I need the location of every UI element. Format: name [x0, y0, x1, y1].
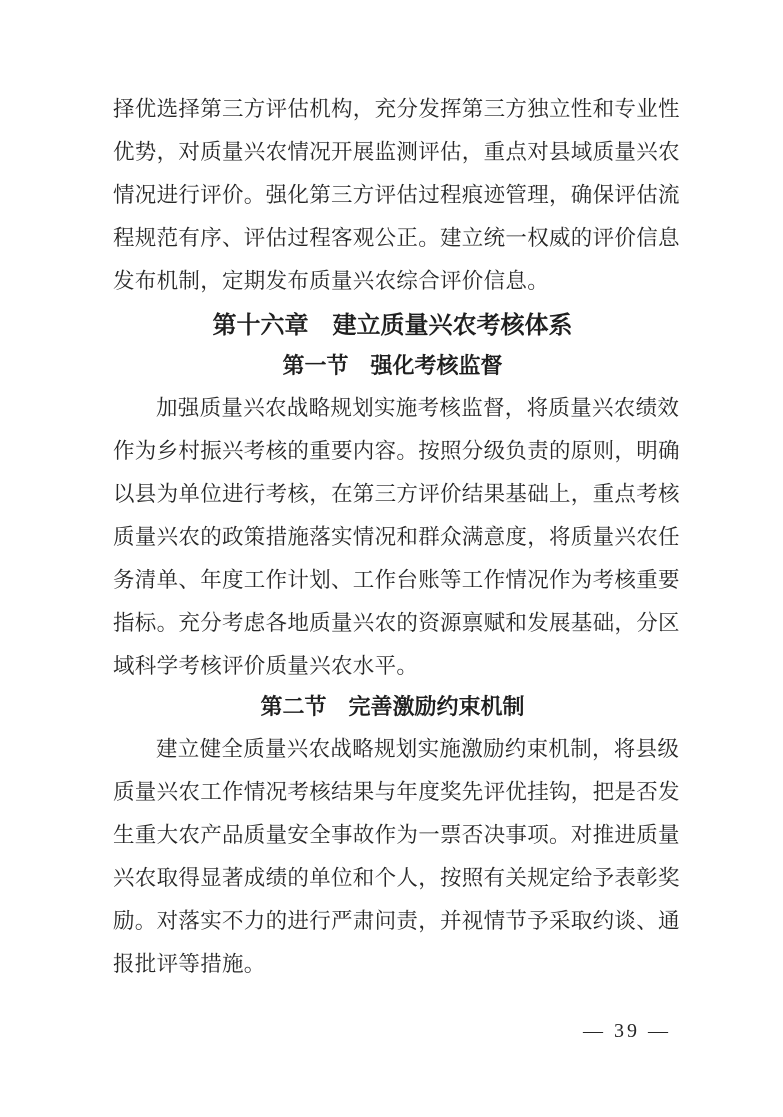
paragraph-line: 以县为单位进行考核，在第三方评价结果基础上，重点考核 [113, 482, 680, 506]
paragraph-section2 [113, 728, 680, 986]
paragraph-line: 务清单、年度工作计划、工作台账等工作情况作为考核重要 [113, 568, 680, 592]
section-heading-1: 第一节 强化考核监督 [282, 353, 503, 378]
paragraph-line: 励。对落实不力的进行严肃问责，并视情节予采取约谈、通 [113, 909, 680, 933]
paragraph-line: 建立健全质量兴农战略规划实施激励约束机制，将县级 [156, 737, 680, 761]
paragraph-line: 程规范有序、评估过程客观公正。建立统一权威的评价信息 [113, 226, 680, 250]
paragraph-line: 指标。充分考虑各地质量兴农的资源禀赋和发展基础，分区 [113, 611, 680, 635]
document-content [113, 88, 680, 986]
paragraph-continuation [113, 88, 680, 303]
paragraph-line: 情况进行评价。强化第三方评估过程痕迹管理，确保评估流 [113, 183, 680, 207]
chapter-heading: 第十六章 建立质量兴农考核体系 [212, 312, 573, 339]
page-number: — 39 — [583, 1020, 671, 1042]
paragraph-line: 发布机制，定期发布质量兴农综合评价信息。 [113, 269, 550, 293]
paragraph-line: 优势，对质量兴农情况开展监测评估，重点对县域质量兴农 [113, 140, 680, 164]
paragraph-line: 报批评等措施。 [113, 952, 266, 976]
paragraph-section1 [113, 387, 680, 688]
paragraph-line: 加强质量兴农战略规划实施考核监督，将质量兴农绩效 [156, 396, 680, 420]
paragraph-line: 域科学考核评价质量兴农水平。 [113, 654, 419, 678]
paragraph-line: 生重大农产品质量安全事故作为一票否决事项。对推进质量 [113, 823, 680, 847]
paragraph-line: 择优选择第三方评估机构，充分发挥第三方独立性和专业性 [113, 97, 680, 121]
section-heading-2: 第二节 完善激励约束机制 [260, 694, 525, 719]
paragraph-line: 兴农取得显著成绩的单位和个人，按照有关规定给予表彰奖 [113, 866, 680, 890]
paragraph-line: 质量兴农的政策措施落实情况和群众满意度，将质量兴农任 [113, 525, 680, 549]
paragraph-line: 质量兴农工作情况考核结果与年度奖先评优挂钩，把是否发 [113, 780, 680, 804]
paragraph-line: 作为乡村振兴考核的重要内容。按照分级负责的原则，明确 [113, 439, 680, 463]
